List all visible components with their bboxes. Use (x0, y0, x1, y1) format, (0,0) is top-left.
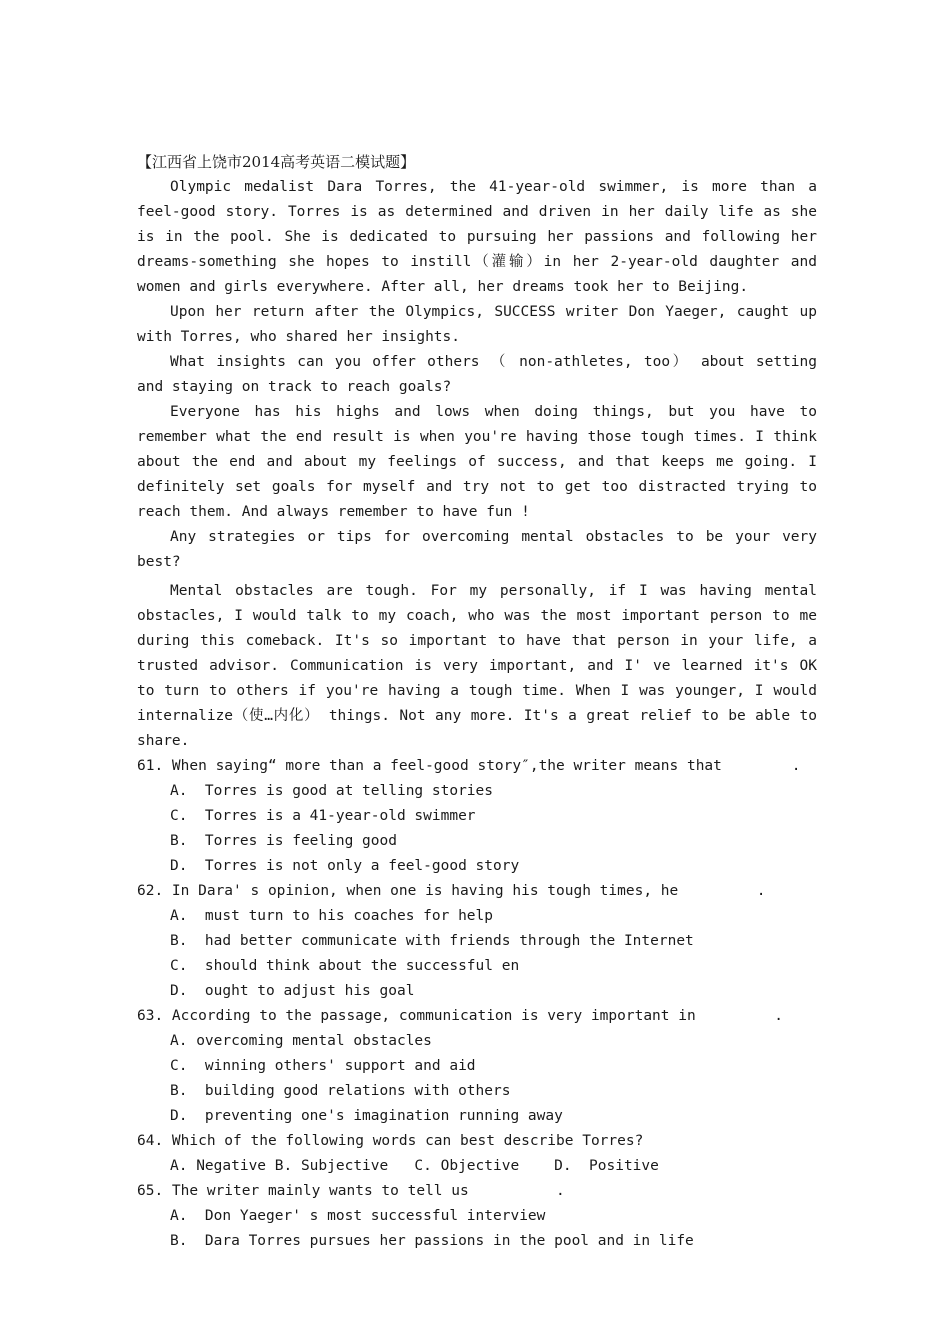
question-stem: 64. Which of the following words can best describe Torres? (137, 1133, 644, 1149)
interview-question-1: What insights can you offer others （ non-athletes, too） about setting and staying on track to reach goals? (137, 354, 817, 395)
answer-option: B. building good relations with others (170, 1083, 511, 1099)
answer-option: A. Torres is good at telling stories (170, 783, 494, 799)
question-65 (137, 1179, 817, 1254)
answer-option: D. Torres is not only a feel-good story (170, 858, 520, 874)
answer-option: C. should think about the successful en (170, 958, 520, 974)
answer-option: A. Don Yaeger' s most successful interview (170, 1208, 546, 1224)
answer-options-row: A. Negative B. Subjective C. Objective D. Positive (170, 1158, 659, 1174)
question-stem: 63. According to the passage, communication is very important in . (137, 1008, 784, 1024)
answer-option: B. had better communicate with friends through the Internet (170, 933, 694, 949)
answer-option: A. overcoming mental obstacles (170, 1033, 432, 1049)
answer-option: C. winning others' support and aid (170, 1058, 476, 1074)
question-64 (137, 1129, 817, 1179)
passage-paragraph-1: Olympic medalist Dara Torres, the 41-year-old swimmer, is more than a feel-good story. Torres is as determined and driven in her daily life as she is in the pool. She is dedicated to pursuing her passions and following her dreams-something she hopes to instill（灌输）in her 2-year-old daughter and women and girls everywhere. After all, her dreams took her to Beijing. (137, 179, 817, 295)
document-title: 【江西省上饶市2014高考英语二模试题】 (137, 153, 416, 171)
answer-option: B. Dara Torres pursues her passions in the pool and in life (170, 1233, 694, 1249)
passage-paragraph-2: Upon her return after the Olympics, SUCCESS writer Don Yaeger, caught up with Torres, who shared her insights. (137, 304, 817, 345)
interview-question-2: Any strategies or tips for overcoming mental obstacles to be your very best? (137, 529, 817, 570)
answer-option: A. must turn to his coaches for help (170, 908, 494, 924)
document-page (137, 150, 817, 1254)
answer-option: D. preventing one's imagination running away (170, 1108, 563, 1124)
question-stem: 65. The writer mainly wants to tell us . (137, 1183, 565, 1199)
interview-answer-1: Everyone has his highs and lows when doing things, but you have to remember what the end result is when you're having those tough times. I think about the end and about my feelings of success, and that keeps me going. I definitely set goals for myself and try not to get too distracted trying to reach them. And always remember to have fun ! (137, 404, 817, 520)
answer-option: D. ought to adjust his goal (170, 983, 415, 999)
answer-option: C. Torres is a 41-year-old swimmer (170, 808, 476, 824)
interview-answer-2: Mental obstacles are tough. For my personally, if I was having mental obstacles, I would talk to my coach, who was the most important person to me during this comeback. It's so important to have that person in your life, a trusted advisor. Communication is very important, and I' ve learned it's OK to turn to others if you're having a tough time. When I was younger, I would internalize（使…内化） things. Not any more. It's a great relief to be able to share. (137, 583, 817, 749)
question-stem: 62. In Dara' s opinion, when one is having his tough times, he . (137, 883, 766, 899)
question-63 (137, 1004, 817, 1129)
question-62 (137, 879, 817, 1004)
question-61 (137, 754, 817, 879)
answer-option: B. Torres is feeling good (170, 833, 397, 849)
question-stem: 61. When saying“ more than a feel-good story″,the writer means that . (137, 758, 801, 774)
